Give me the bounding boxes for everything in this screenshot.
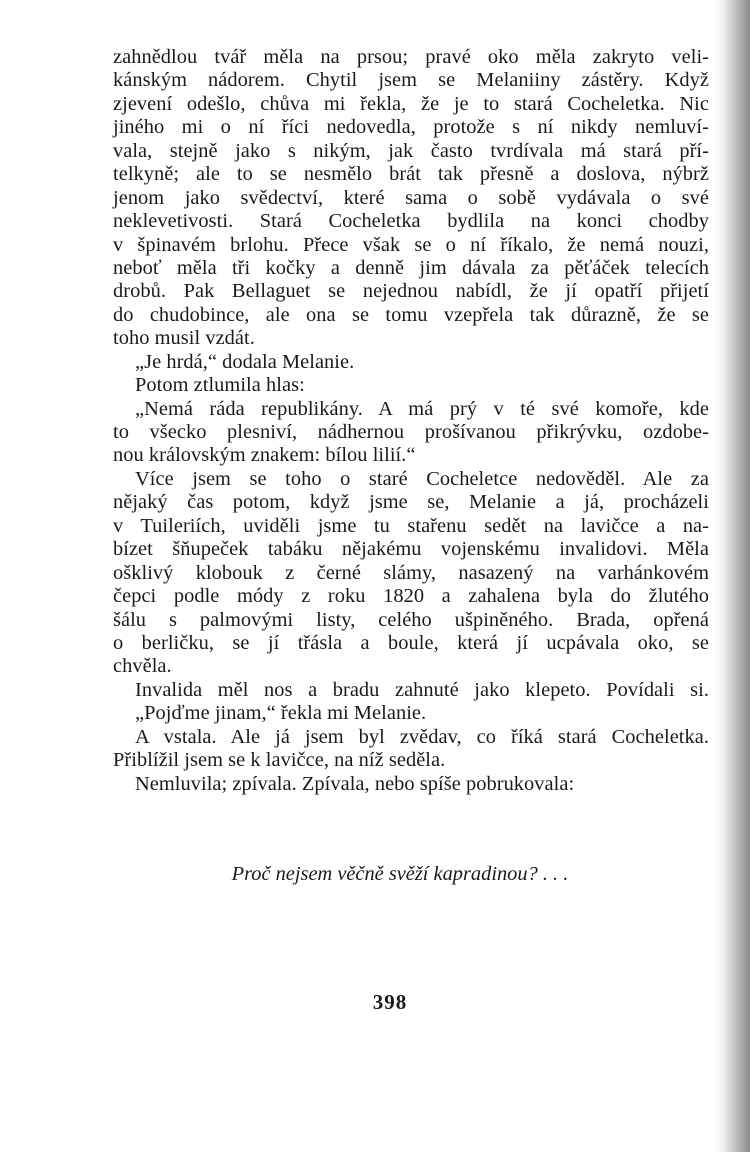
text-line: zahnědlou tvář měla na prsou; pravé oko měla zakryto veli- <box>113 46 709 68</box>
text-line: neklevetivosti. Stará Cocheletka bydlila na konci chodby <box>113 210 709 233</box>
text-line: ošklivý klobouk z černé slámy, nasazený na varhánkovém <box>113 561 709 584</box>
text-line: A vstala. Ale já jsem byl zvědav, co říká stará Cocheletka. <box>135 725 709 748</box>
text-line: neboť měla tři kočky a denně jim dávala za pěťáček telecích <box>113 256 709 279</box>
text-line: bízet šňupeček tabáku nějakému vojenskému invalidovi. Měla <box>113 538 709 561</box>
text-line: Přiblížil jsem se k lavičce, na níž seděla. <box>113 749 446 772</box>
text-line: toho musil vzdát. <box>113 327 255 350</box>
page-edge-shadow <box>714 0 750 1152</box>
text-line: v Tuileriích, uviděli jsme tu stařenu sedět na lavičce a na- <box>113 514 709 537</box>
text-line: Potom ztlumila hlas: <box>135 374 305 397</box>
text-line: „Nemá ráda republikány. A má prý v té své komoře, kde <box>135 397 709 420</box>
text-line: Invalida měl nos a bradu zahnuté jako klepeto. Povídali si. <box>135 678 709 701</box>
text-line: nějaký čas potom, když jsme se, Melanie a já, procházeli <box>113 491 709 514</box>
text-line: o berličku, se jí třásla a boule, která jí ucpávala oko, se <box>113 631 709 654</box>
text-line: „Je hrdá,“ dodala Melanie. <box>135 350 355 373</box>
text-line: kánským nádorem. Chytil jsem se Melaniiny zástěry. Když <box>113 69 709 92</box>
text-line: „Pojďme jinam,“ řekla mi Melanie. <box>135 702 427 725</box>
page-number: 398 <box>372 990 408 1014</box>
text-line: šálu s palmovými listy, celého ušpiněného. Brada, opřená <box>113 608 709 631</box>
text-line: vala, stejně jako s nikým, jak často tvrdívala má stará pří- <box>113 139 709 162</box>
text-line: jenom jako svědectví, které sama o sobě vydávala o své <box>113 186 709 209</box>
text-line: do chudobince, ale ona se tomu vzepřela tak důrazně, že se <box>113 303 709 326</box>
body-text <box>113 46 709 796</box>
verse-text: Proč nejsem věčně svěží kapradinou? . . . <box>231 863 569 885</box>
text-line: to všecko plesniví, nádhernou prošívanou přikrývku, ozdobe- <box>113 421 709 443</box>
text-line: čepci podle módy z roku 1820 a zahalena byla do žlutého <box>113 585 709 608</box>
text-line: telkyně; ale to se nesmělo brát tak přesně a doslova, nýbrž <box>113 163 709 186</box>
text-line: chvěla. <box>113 655 172 678</box>
text-line: zjevení odešlo, chůva mi řekla, že je to stará Cocheletka. Nic <box>113 92 709 115</box>
verse-line <box>0 863 750 886</box>
text-line: Více jsem se toho o staré Cocheletce nedověděl. Ale za <box>135 467 709 490</box>
text-line: jiného mi o ní říci nedovedla, protože s ní nikdy nemluví- <box>113 116 709 139</box>
text-line: v špinavém brlohu. Přece však se o ní říkalo, že nemá nouzi, <box>113 233 709 256</box>
text-line: drobů. Pak Bellaguet se nejednou nabídl, že jí opatří přijetí <box>113 280 709 303</box>
text-line: Nemluvila; zpívala. Zpívala, nebo spíše pobrukovala: <box>135 772 575 795</box>
text-line: nou královským znakem: bílou lilií.“ <box>113 444 416 467</box>
